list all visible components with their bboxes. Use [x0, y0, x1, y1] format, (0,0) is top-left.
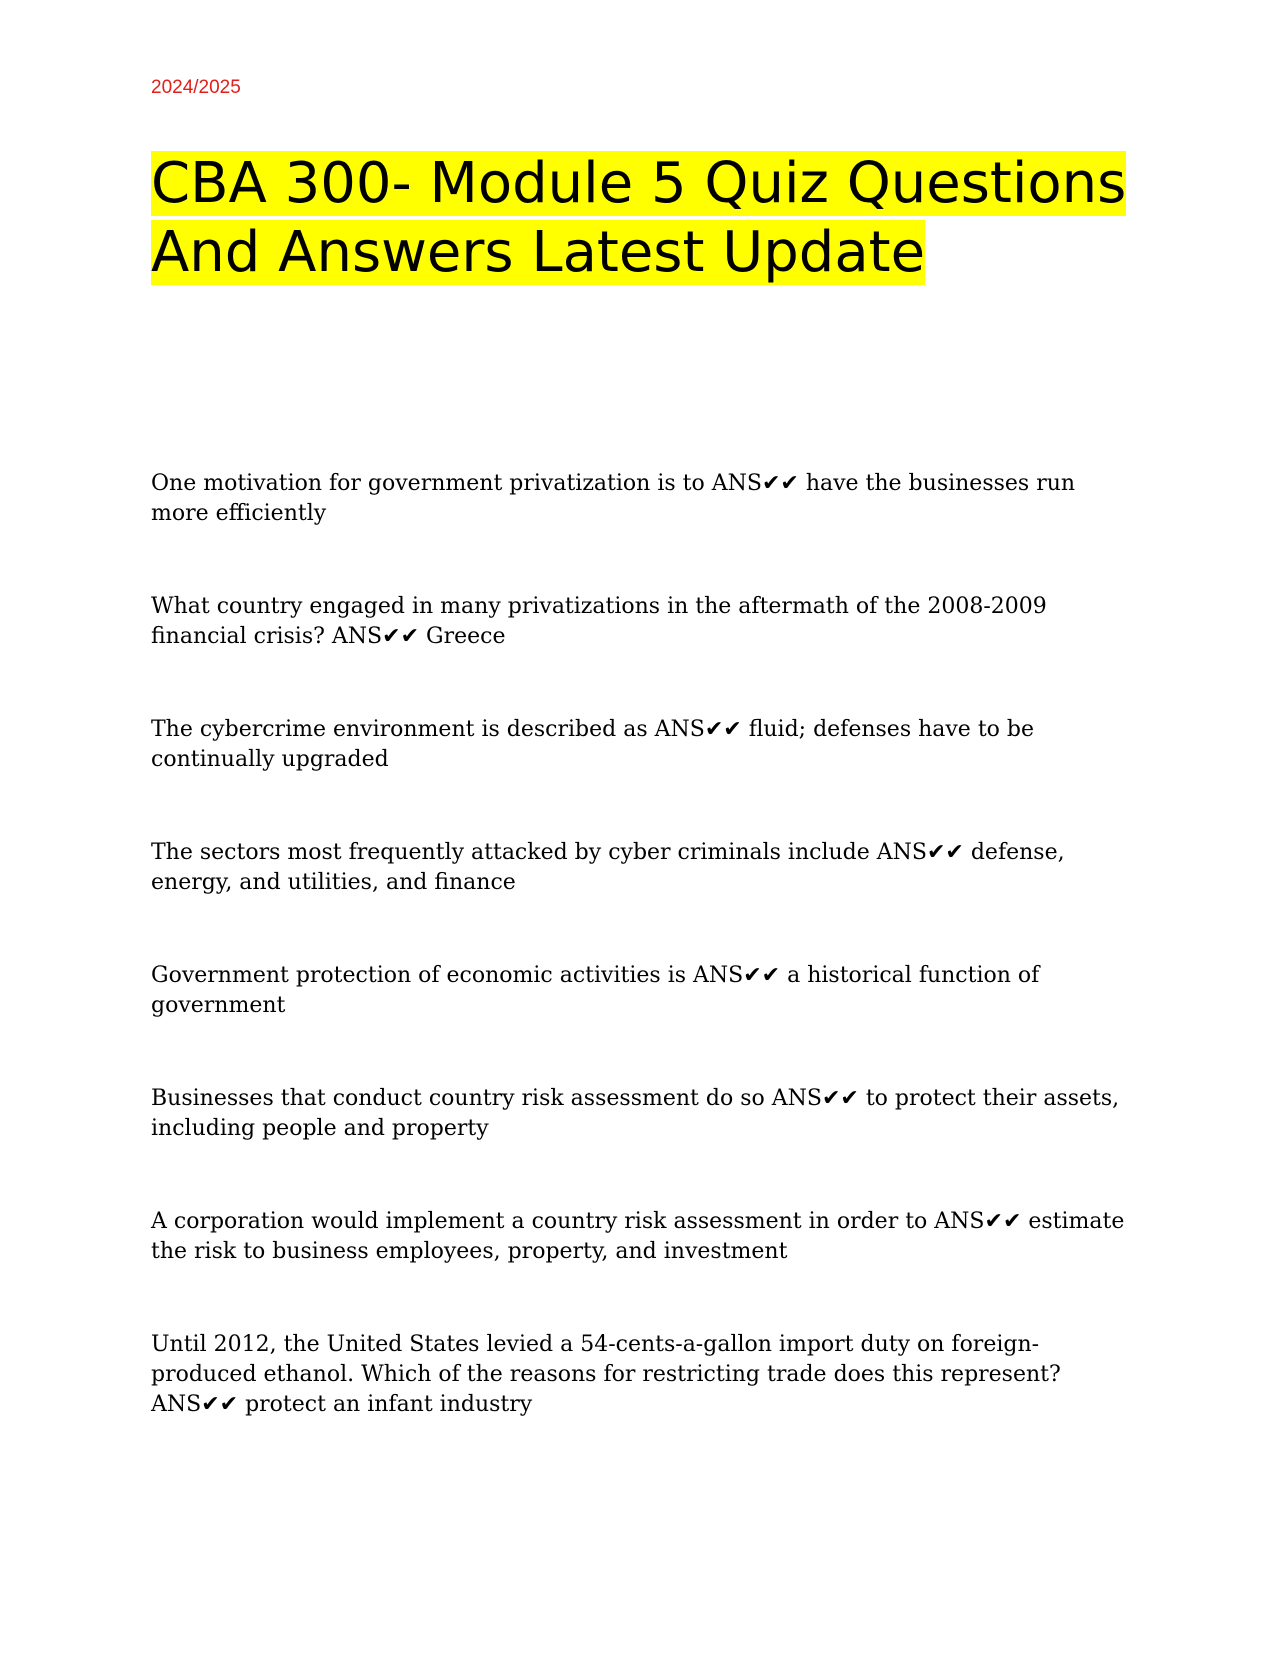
answer-text: protect an infant industry: [245, 1392, 533, 1417]
answer-marker: ANS✔✔: [876, 840, 964, 865]
answer-text: to protect their assets, including people and property: [151, 1086, 1120, 1141]
answer-marker: ANS✔✔: [693, 963, 781, 988]
question-text: One motivation for government privatization is to: [151, 471, 705, 496]
qa-list: [151, 469, 1131, 1420]
answer-text: have the businesses run more efficiently: [151, 471, 1076, 526]
qa-item: [151, 1084, 1131, 1144]
answer-text: Greece: [426, 624, 506, 649]
answer-text: defense, energy, and utilities, and finance: [151, 840, 1065, 895]
question-text: Businesses that conduct country risk assessment do so: [151, 1086, 765, 1111]
question-text: Government protection of economic activities is: [151, 963, 687, 988]
qa-item: [151, 592, 1131, 652]
answer-text: fluid; defenses have to be continually upgraded: [151, 717, 1035, 772]
qa-item: [151, 838, 1131, 898]
question-text: The cybercrime environment is described as: [151, 717, 648, 742]
answer-marker: ANS✔✔: [331, 624, 419, 649]
answer-marker: ANS✔✔: [151, 1392, 239, 1417]
qa-item: [151, 1207, 1131, 1267]
answer-marker: ANS✔✔: [654, 717, 742, 742]
year-label: 2024/2025: [151, 77, 241, 98]
page-title: [151, 149, 1151, 287]
qa-item: [151, 715, 1131, 775]
answer-text: estimate the risk to business employees, property, and investment: [151, 1209, 1125, 1264]
title-highlight: CBA 300- Module 5 Quiz Questions And Answers Latest Update: [151, 151, 1127, 285]
answer-text: a historical function of government: [151, 963, 1040, 1018]
qa-item: [151, 1330, 1131, 1420]
question-text: The sectors most frequently attacked by cyber criminals include: [151, 840, 870, 865]
answer-marker: ANS✔✔: [771, 1086, 859, 1111]
qa-item: [151, 469, 1131, 529]
qa-item: [151, 961, 1131, 1021]
question-text: A corporation would implement a country risk assessment in order to: [151, 1209, 928, 1234]
answer-marker: ANS✔✔: [711, 471, 799, 496]
answer-marker: ANS✔✔: [934, 1209, 1022, 1234]
question-text: What country engaged in many privatizations in the aftermath of the 2008-2009 financial crisis?: [151, 594, 1047, 649]
question-text: Until 2012, the United States levied a 54-cents-a-gallon import duty on foreign-produced ethanol. Which of the reasons for restricting trade does this represent?: [151, 1332, 1061, 1387]
